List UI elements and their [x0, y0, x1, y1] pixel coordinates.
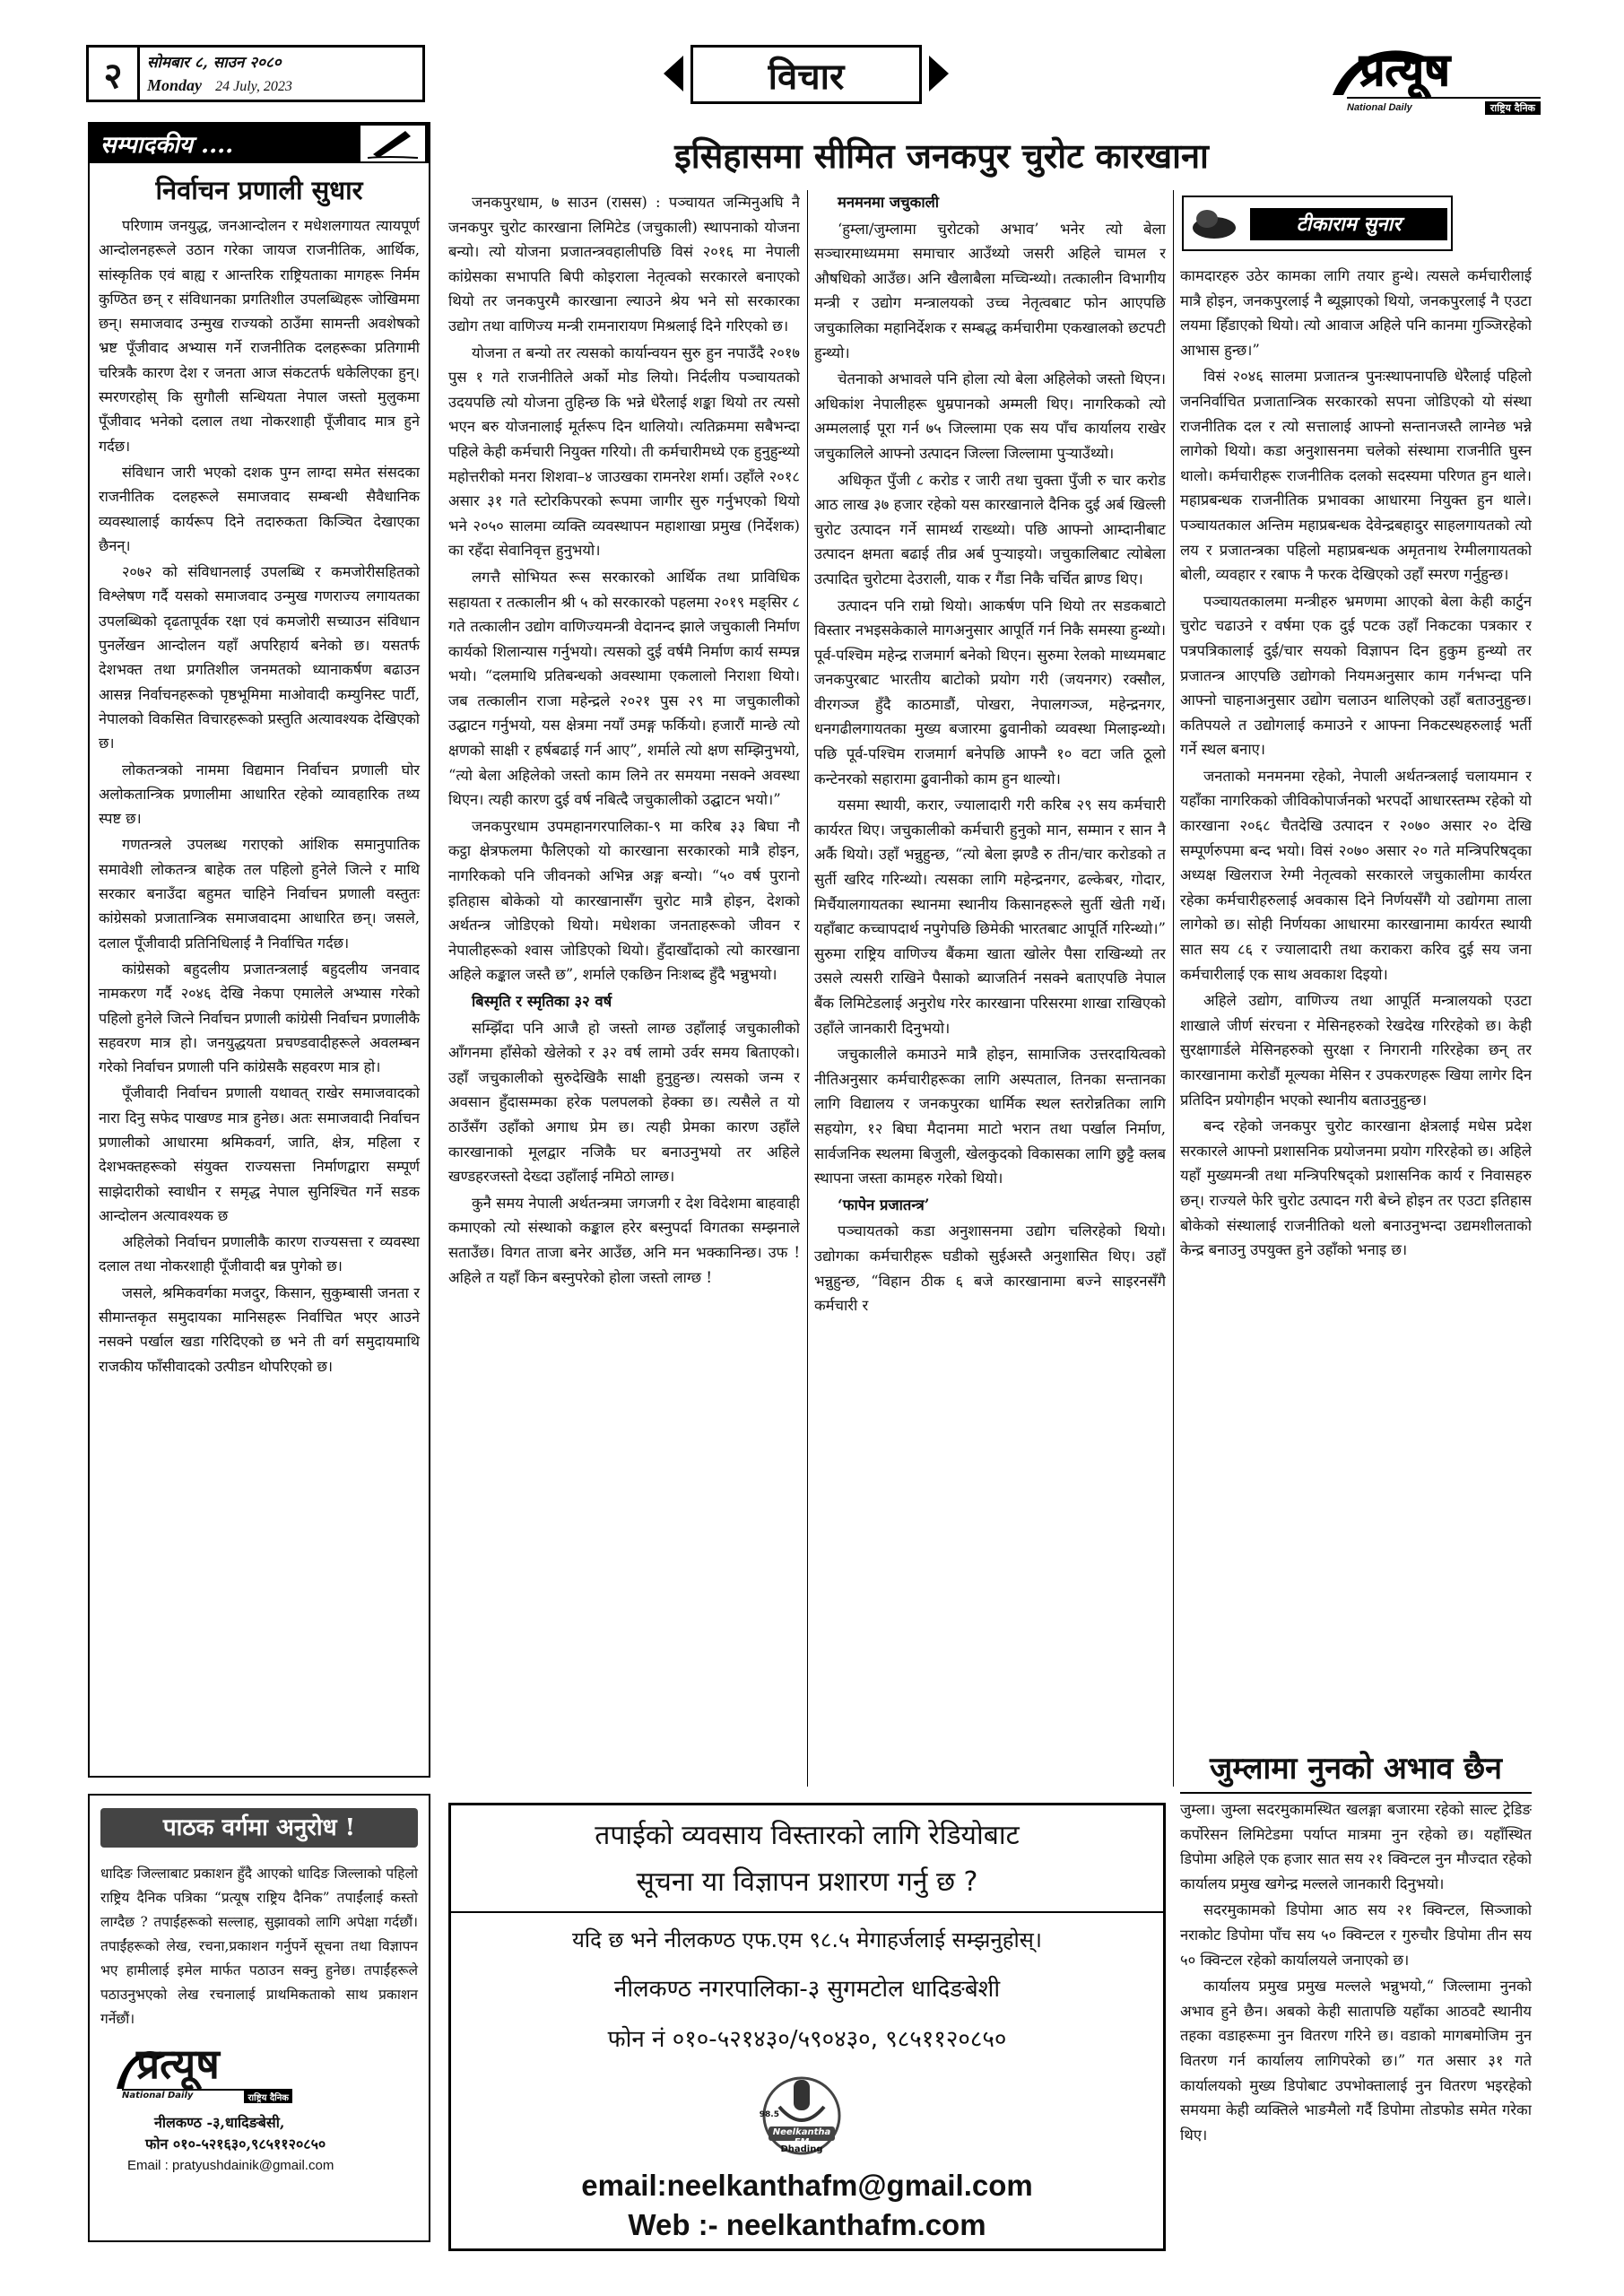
editorial-paragraph: अहिलेको निर्वाचन प्रणालीकै कारण राज्यसत्ता र व्यवस्था दलाल तथा नोकरशाही पूँजीवादी बन्न पुगेको छ। [99, 1233, 420, 1275]
date-english-day: Monday [147, 76, 203, 94]
reader-email[interactable]: Email : pratyushdainik@gmail.com [127, 2158, 334, 2173]
ad-line-4: नीलकण्ठ नगरपालिका-३ सुगमटोल धादिङबेशी [613, 1976, 1001, 2003]
date-nepali: सोमबार ८, साउन २०८० [147, 54, 282, 72]
section-prev-arrow[interactable] [664, 56, 683, 91]
editorial-paragraph: गणतन्त्रले उपलब्ध गराएको आंशिक समानुपातिक समावेशी लोकतन्त्र बाहेक तल पहिलो हुनेले जित्ने र माथि सरकार बनाउँदा बहुमत चाहिने निर्वाचन प्रणाली वस्तुतः कांग्रेसको प्रजातान्त्रिक समाजवादमा आधारित छन्। जसले, दलाल पूँजीवादी प्रतिनिधिलाई नै निर्वाचित गर्दछ। [99, 836, 420, 952]
editorial-paragraph: जसले, श्रमिकवर्गका मजदुर, किसान, सुकुम्बासी जनता र सीमान्तकृत समुदायका मानिसहरू निर्वाचित भएर आउने नसक्ने पर्खाल खडा गरिदिएको छ भने ती वर्ग समुदायमाथि राजकीय फाँसीवादको उत्पीडन थोपरिएको छ। [99, 1283, 420, 1375]
article-paragraph: जनताको मनमनमा रहेको, नेपाली अर्थतन्त्रलाई चलायमान र यहाँका नागरिकको जीविकोपार्जनको भरपर्दो आधारस्तम्भ रहेको यो कारखाना २०६८ चैतदेखि उत्पादन र २०७० असार २० देखि सम्पूर्णरुपमा बन्द भयो। विसं २०७० असार २० गते मन्त्रिपरिषद्का अध्यक्ष खिलराज रेग्मी नेतृत्वको सरकारले जचुकालीमा कार्यरत रहेका कर्मचारीहरुलाई अवकास दिने निर्णयसँगै यो उद्योगमा ताला लागेको छ। सोही निर्णयका आधारमा कारखानामा कार्यरत स्थायी सात सय ८६ र ज्यालादारी तथा कराकरा करिव दुई सय जना कर्मचारीलाई एक साथ अवकाश दिइयो। [1180, 767, 1532, 983]
editorial-label-bar [88, 122, 430, 163]
author-byline [1182, 196, 1453, 251]
salt-headline-rule [1180, 1792, 1532, 1794]
fm-logo-name: Neelkantha FM [772, 2127, 831, 2147]
article-paragraph: जनकपुरधाम, ७ साउन (रासस) : पञ्चायत जन्मिनुअघि नै जनकपुर चुरोट कारखाना लिमिटेड (जचुकाली) स्थापनाको योजना बन्यो। त्यो योजना प्रजातन्त्रवहालीपछि विसं २०१६ मा नेपाली कांग्रेसका सभापति बिपी कोइराला नेतृत्वको सरकारले बनाएको थियो तर जनकपुरमै कारखाना ल्याउने श्रेय भने सो सरकारका उद्योग तथा वाणिज्य मन्त्री रामनारायण मिश्रलाई दिने गरिएको छ। [448, 194, 800, 335]
fm-logo [743, 2071, 860, 2161]
article-column-3 [1180, 264, 1532, 1744]
reader-request-text: धादिङ जिल्लाबाट प्रकाशन हुँदै आएको धादिङ जिल्लाको पहिलो राष्ट्रिय दैनिक पत्रिका “प्रत्यूष राष्ट्रिय दैनिक” तपाईंलाई कस्तो लाग्दैछ ? तपाईंहरूको सल्लाह, सुझावको लागि अपेक्षा गर्दछौं। तपाईंहरूको लेख, रचना,प्रकाशन गर्नुपर्ने सूचना तथा विज्ञापन भए हामीलाई इमेल मार्फत पठाउन सक्नु हुनेछ। तपाईंहरूले पठाउनुभएको लेख रचनालाई प्राथमिकताको साथ प्रकाशन गर्नेछौं। [100, 1866, 418, 2027]
editorial-paragraph: परिणाम जनयुद्ध, जनआन्दोलन र मधेशलगायत त्यायपूर्ण आन्दोलनहरूले उठान गरेका जायज राजनीतिक, आर्थिक, सांस्कृतिक एवं बाह्य र आन्तरिक राष्ट्रियताका मागहरू निर्मम कुण्ठित छन् र संविधानका प्रगतिशील उपलब्धिहरू जोखिममा छन्। समाजवाद उन्मुख राज्यको ठाउँमा सामन्ती अवशेषको भ्रष्ट पूँजीवाद अभ्यास गर्ने राजनीतिक दलहरूका प्रतिगामी चरित्रकै कारण देश र जनता आज संकटतर्फ धकेलिएका हुन्। स्मरणरहोस् कि सुगौली सन्धियता नेपाल जस्तो मुलुकमा पूँजीवाद भनेको दलाल तथा नोकरशाही पूँजीवाद मात्र हुने गर्दछ। [99, 217, 420, 455]
article-subheading: ‘फापेन प्रजातन्त्र’ [838, 1196, 930, 1213]
article-paragraph: कामदारहरु उठेर कामका लागि तयार हुन्थे। त्यसले कर्मचारीलाई मात्रै होइन, जनकपुरलाई नै ब्यूझाएको थियो, जनकपुरलाई नै एउटा लयमा हिँडाएको थियो। त्यो आवाज अहिले पनि कानमा गुञ्जिरहेको आभास हुन्छ।” [1180, 267, 1532, 359]
article-paragraph: योजना त बन्यो तर त्यसको कार्यान्वयन सुरु हुन नपाउँदै २०१७ पुस १ गते राजनीतिले अर्को मोड लियो। निर्दलीय पञ्चायतको उदयपछि त्यो योजना तुहिन्छ कि भन्ने धेरैलाई शङ्का थियो तर त्यसो भएन बरु योजनालाई मूर्तरूप दिन थालियो। त्यतिक्रममा सबैभन्दा पहिले केही कर्मचारी नियुक्त गरियो। ती कर्मचारीमध्ये एक हुनुहुन्थ्यो महोत्तरीको मनरा शिशवा–४ जाउखका रामनरेश शर्मा। उहाँले २०१८ असार ३१ गते स्टोरकिपरको रूपमा जागीर सुरु गर्नुभएको थियो भने २०५० सालमा व्यक्ति व्यवस्थापन महाशाखा प्रमुख (निर्देशक) का रहँदा सेवानिवृत्त हुनुभयो। [448, 344, 800, 560]
article-paragraph: पञ्चायतकालमा मन्त्रीहरु भ्रमणमा आएको बेला केही कार्टुन चुरोट चढाउने र वर्षमा एक दुई पटक उहाँ निकटका पत्रकार र पत्रपत्रिकालाई दुई/चार सयको विज्ञापन दिन हुकुम हुन्थ्यो तर प्रजातन्त्र आएपछि उद्योगको नियमअनुसार काम गर्नभन्दा पनि आफ्नो चाहनाअनुसार उद्योग चलाउन थालिएको उहाँ बताउनुहुन्छ। कतिपयले त उद्योगलाई कमाउने र आफ्ना निकटस्थहरुलाई भर्ती गर्ने स्थल बनाए। [1180, 592, 1532, 759]
article-paragraph: लगत्तै सोभियत रूस सरकारको आर्थिक तथा प्राविधिक सहायता र तत्कालीन श्री ५ को सरकारको पहलमा २०१९ मङ्सिर ८ गते तत्कालीन उद्योग वाणिज्यमन्त्री वेदानन्द झाले जचुकाली निर्माण कार्यको शिलान्यास गर्नुभयो। त्यसको दुई वर्षमै निर्माण कार्य सम्पन्न भयो। “दलमाथि प्रतिबन्धको अवस्थामा एकलालो निराशा थियो। जब तत्कालीन राजा महेन्द्रले २०२१ पुस २९ मा जचुकालीको उद्घाटन गर्नुभयो, यस क्षेत्रमा नयाँ उमङ्ग फर्कियो। हजारौं मान्छे त्यो क्षणको साक्षी र हर्षबढाई गर्न आए”, शर्माले त्यो क्षण सम्झिनुभयो, “त्यो बेला अहिलेको जस्तो काम लिने तर समयमा नसक्ने अवस्था थिएन। त्यही कारण दुई वर्ष नबित्दै जचुकालीको उद्घाटन भयो।” [448, 568, 800, 809]
reader-address: नीलकण्ठ -३,धादिङबेसी, [154, 2114, 285, 2131]
article-subheading: बिस्मृति र स्मृतिका ३२ वर्ष [472, 993, 612, 1010]
masthead-sub-right: राष्ट्रिय दैनिक [1485, 101, 1541, 115]
fm-logo-place: Dhading [780, 2144, 823, 2154]
editorial-paragraph: संविधान जारी भएको दशक पुग्न लाग्दा समेत संसदका राजनीतिक दलहरूले समाजवाद सम्बन्धी सैवैधानिक व्यवस्थालाई कार्यरूप दिने तदारुकता किञ्चित देखाएका छैनन्। [99, 463, 420, 554]
editorial-paragraph: पूँजीवादी निर्वाचन प्रणाली यथावत् राखेर समाजवादको नारा दिनु सफेद पाखण्ड मात्र हुनेछ। अतः समाजवादी निर्वाचन प्रणालीको आधारमा श्रमिकवर्ग, जाति, क्षेत्र, महिला र देशभक्तहरूको संयुक्त राज्यसत्ता निर्माणद्वारा सम्पूर्ण साझेदारीको स्वाधीन र समृद्ध नेपाल सुनिश्चित गर्ने सडक आन्दोलन अत्यावश्यक छ [99, 1084, 420, 1224]
article-headline: इसिहासमा सीमित जनकपुर चुरोट कारखाना [674, 135, 1209, 176]
article-subheading: मनमनमा जचुकाली [838, 194, 940, 211]
author-photo [1187, 201, 1241, 246]
ad-web[interactable]: Web :- neelkanthafm.com [628, 2208, 986, 2241]
pen-icon [360, 126, 425, 161]
editorial-paragraph: कांग्रेसको बहुदलीय प्रजातन्त्रलाई बहुदलीय जनवाद नामकरण गर्दै २०४६ देखि नेकपा एमालेले अभ्यास गरेको पहिलो हुनेले जित्ने निर्वाचन प्रणाली कांग्रेसी निर्वाचन प्रणालीकै सहवरण मात्र हो। जनयुद्धयता प्रचण्डवादीहरूले अवलम्बन गरेको निर्वाचन प्रणाली पनि कांग्रेसकै सहवरण मात्र हो। [99, 960, 420, 1076]
article-paragraph: कुनै समय नेपाली अर्थतन्त्रमा जगजगी र देश विदेशमा बाहवाही कमाएको त्यो संस्थाको कङ्काल हरेर बस्नुपर्दा विगतका सम्झनाले सताउँछ। विगत ताजा बनेर आउँछ, अनि मन भक्कानिन्छ। उफ ! अहिले त यहाँ किन बस्नुपरेको होला जस्तो लाग्छ ! [448, 1194, 800, 1286]
article-paragraph: उत्पादन पनि राम्रो थियो। आकर्षण पनि थियो तर सडकबाटो विस्तार नभइसकेकाले मागअनुसार आपूर्ति गर्न निकै समस्या हुन्थ्यो। पूर्व-पश्चिम महेन्द्र राजमार्ग बनेको थिएन। सुरुमा रेलको माध्यमबाट जनकपुरबाट भारतीय बाटोको प्रयोग गरी (जयनगर) रक्सौल, वीरगञ्ज हुँदै काठमाडौं, पोखरा, नेपालगञ्ज, महेन्द्रनगर, धनगढीलगायतका मुख्य बजारमा ढुवानीको व्यवस्था मिलाइन्थ्यो। पछि पूर्व-पश्चिम राजमार्ग बनेपछि आफ्नै १० वटा जति ठूलो कन्टेनरको सहारामा ढुवानीको काम हुन थाल्यो। [814, 596, 1166, 787]
article-paragraph: विसं २०४६ सालमा प्रजातन्त्र पुनःस्थापनापछि धेरैलाई पहिलो जननिर्वाचित प्रजातान्त्रिक सरकारको सपना जोडिएको यो संस्था राजनीतिक दल र त्यो सत्तालाई आफ्नो सन्तानजस्तै लाग्नेछ भन्ने लागेको थियो। कडा अनुशासनमा चलेको संस्थामा राजनीति घुस्न थालो। कर्मचारीहरू राजनीतिक दलको सदस्यमा परिणत हुन थाले। महाप्रबन्धक राजनीतिक प्रभावका आधारमा नियुक्त हुन थाले। पञ्चायतकाल अन्तिम महाप्रबन्धक देवेन्द्रबहादुर साहलगायतको त्यो लय र प्रजातन्त्रका पहिलो महाप्रबन्धक अमृतनाथ रेग्मीलगायतको बोली, व्यवहार र रबाफ नै फरक देखिएको उहाँ स्मरण गर्नुहुन्छ। [1180, 368, 1532, 584]
reader-request-title: पाठक वर्गमा अनुरोध ! [100, 1808, 418, 1848]
editorial-label: सम्पादकीय .... [100, 132, 234, 159]
article-paragraph: अधिकृत पुँजी ८ करोड र जारी तथा चुक्ता पुँजी रु चार करोड आठ लाख ३७ हजार रहेको यस कारखानाले दैनिक दुई अर्ब खिल्ली चुरोट उत्पादन गर्ने सामर्थ्य राख्थ्यो। पछि आफ्नो आम्दानीबाट उत्पादन क्षमता बढाई तीव्र अर्ब पुऱ्याइयो। जचुकालिबाट त्योबेला उत्पादित चुरोटमा देउराली, याक र गैंडा निकै चर्चित ब्राण्ड थिए। [814, 471, 1166, 587]
article-paragraph: चेतनाको अभावले पनि होला त्यो बेला अहिलेको जस्तो थिएन। अधिकांश नेपालीहरू धुम्रपानको अम्मली थिए। नागरिकको त्यो अम्मललाई पूरा गर्न ७५ जिल्लामा एक सय पाँच कार्यालय राखेर जचुकालिले आफ्नो उत्पादन जिल्ला जिल्लामा पुऱ्याउँथ्यो। [814, 370, 1166, 462]
ad-line-1: तपाईको व्यवसाय विस्तारको लागि रेडियोबाट [595, 1820, 1020, 1851]
article-column-1 [448, 190, 800, 1796]
author-name: टीकाराम सुनार [1250, 208, 1447, 240]
ad-line-5: फोन नं ०१०-५२१४३०/५९०४३०, ९८५११२०८५० [607, 2026, 1007, 2053]
masthead-logo [1324, 41, 1544, 117]
editorial-title: निर्वाचन प्रणाली सुधार [155, 175, 363, 205]
editorial-box [88, 163, 430, 1778]
fm-logo-freq: 98.5 [759, 2110, 779, 2119]
ad-line-3: यदि छ भने नीलकण्ठ एफ.एम ९८.५ मेगाहर्जलाई सम्झनुहोस्। [572, 1927, 1042, 1952]
ad-email[interactable]: email:neelkanthafm@gmail.com [581, 2169, 1033, 2202]
radio-advertisement[interactable] [448, 1803, 1166, 2251]
article-paragraph: जचुकालीले कमाउने मात्रै होइन, सामाजिक उत्तरदायित्वको नीतिअनुसार कर्मचारीहरूका लागि अस्पताल, तिनका सन्तानका लागि विद्यालय र जनकपुरका धार्मिक स्थल स्तरोन्नतिका लागि सहयोग, १२ बिघा मैदानमा माटो भरान तथा पर्खाल निर्माण, सार्वजनिक स्थलमा बिजुली, खेलकुदको विकासका लागि छुट्टै क्लब स्थापना जस्ता कामहरु गरेको थियो। [814, 1046, 1166, 1187]
article-paragraph: यसमा स्थायी, करार, ज्यालादारी गरी करिब २९ सय कर्मचारी कार्यरत थिए। जचुकालीको कर्मचारी हुनुको मान, सम्मान र सान नै अर्कै थियो। उहाँ भन्नुहुन्छ, “त्यो बेला झण्डै रु तीन/चार करोडको त सुर्ती खरिद गरिन्थ्यो। त्यसका लागि महेन्द्रनगर, ढल्केबर, गोदार, मिर्चैयालगायतका स्थानमा स्थानीय किसानहरूले सुर्ती खेती गर्थे। यहाँबाट कच्चापदार्थ नपुगेपछि छिमेकी भारतबाट आपूर्ति गरिन्थ्यो।” सुरुमा राष्ट्रिय वाणिज्य बैंकमा खाता खोलेर पैसा राखिन्थ्यो तर उसले त्यसरी राखिने पैसाको ब्याजतिर्न नसक्ने बताएपछि नेपाल बैंक लिमिटेडलाई अनुरोध गरेर कारखाना परिसरमा शाखा राखिएको उहाँले जानकारी दिनुभयो। [814, 796, 1166, 1037]
salt-paragraph: जुम्ला। जुम्ला सदरमुकामस्थित खलङ्गा बजारमा रहेको साल्ट ट्रेडिङ कर्पोरेसन लिमिटेडमा पर्याप्त मात्रमा नुन रहेको छ। यहाँस्थित डिपोमा अहिले एक हजार सात सय २१ क्विन्टल नुन मौज्दात रहेको कार्यालय प्रमुख खगेन्द्र मल्लले जानकारी दिनुभयो। [1180, 1801, 1532, 1892]
article-paragraph: पञ्चायतको कडा अनुशासनमा उद्योग चलिरहेको थियो। उद्योगका कर्मचारीहरू घडीको सुईअस्तै अनुशासित थिए। उहाँ भन्नुहुन्छ, “विहान ठीक ६ बजे कारखानामा बज्ने साइरनसँगै कर्मचारी र [814, 1222, 1166, 1315]
ad-divider [451, 1911, 1163, 1913]
article-paragraph: जनकपुरधाम उपमहानगरपालिका-९ मा करिब ३३ बिघा नौ कट्ठा क्षेत्रफलमा फैलिएको यो कारखाना सरकारको मात्रै होइन, नागरिकको पनि जीवनको अभिन्न अङ्ग बन्यो। “५० वर्ष पुरानो इतिहास बोकेको यो कारखानासँग चुरोट मात्रै होइन, देशको अर्थतन्त्र जोडिएको थियो। मधेशका जनताहरूको जीवन र नेपालीहरूको श्वास जोडिएको थियो। हुँदाखाँदाको त्यो कारखाना अहिले कङ्काल जस्तै छ”, शर्माले एकछिन निःशब्द हुँदै भन्नुभयो। [448, 817, 800, 984]
article-paragraph: बन्द रहेको जनकपुर चुरोट कारखाना क्षेत्रलाई मधेस प्रदेश सरकारले आफ्नो प्रशासनिक प्रयोजनमा प्रयोग गरिरहेको छ। अहिले यहाँ मुख्यमन्त्री तथा मन्त्रिपरिषद्को प्रशासनिक कार्य र निवासहरु छन्। राज्यले फेरि चुरोट उत्पादन गरी बेच्ने होइन तर एउटा इतिहास बोकेको संस्थालाई राजनीतिको थलो बनाउनुभन्दा उद्यमशीलताको केन्द्र बनाउनु उपयुक्त हुने उहाँको भनाइ छ। [1180, 1118, 1532, 1259]
salt-article-body [1180, 1797, 1532, 2264]
date-box [140, 45, 425, 102]
section-title-box [690, 45, 922, 104]
article-column-2 [814, 190, 1166, 1796]
reader-logo-sub-right: राष्ट्रिय दैनिक [244, 2091, 292, 2103]
column-divider [1173, 190, 1174, 1787]
reader-logo-brand: प्रत्यूष [136, 2039, 220, 2088]
reader-logo-sub-left: National Daily [122, 2091, 194, 2100]
section-title: विचार [768, 55, 845, 98]
reader-request-box [88, 1794, 430, 2242]
salt-paragraph: सदरमुकामको डिपोमा आठ सय २१ क्विन्टल, सिञ्जाको नराकोट डिपोमा पाँच सय ५० क्विन्टल र गुरुचौर डिपोमा तीन सय ५० क्विन्टल रहेको कार्यालयले जनाएको छ। [1180, 1901, 1532, 1969]
article-paragraph: सम्झिँदा पनि आजै हो जस्तो लाग्छ उहाँलाई जचुकालीको आँगनमा हाँसेको खेलेको र ३२ वर्ष लामो उर्वर समय बिताएको। उहाँ जचुकालीको सुरुदेखिकै साक्षी हुनुहुन्छ। त्यसको जन्म र अवसान हुँदासम्मका हरेक पलपलको हेक्का छ। त्यसैले त यो ठाउँसँग उहाँको अगाध प्रेम छ। त्यही प्रेमका कारण उहाँले कारखानाको मूलद्वार नजिकै घर बनाउनुभयो तर अहिले खण्डहरजस्तो देख्दा उहाँलाई नमिठो लाग्छ। [448, 1019, 800, 1186]
article-paragraph: ‘हुम्ला/जुम्लामा चुरोटको अभाव’ भनेर त्यो बेला सञ्चारमाध्यममा समाचार आउँथ्यो जसरी अहिले चामल र औषधिको आउँछ। अनि खैलाबैला मच्चिन्थ्यो। तत्कालीन विभागीय मन्त्री र उद्योग मन्त्रालयको उच्च नेतृत्वबाट फोन आएपछि जचुकालिका महानिर्देशक र सम्बद्ध कर्मचारीमा एकखालको छटपटी हुन्थ्यो। [814, 220, 1166, 361]
reader-phone: फोन ०१०-५२१६३०,९८५११२०८५० [145, 2135, 326, 2152]
reader-logo [100, 2039, 418, 2101]
editorial-paragraph: २०७२ को संविधानलाई उपलब्धि र कमजोरीसहितको विश्लेषण गर्दै यसको समाजवाद उन्मुख गणराज्य लगायतका उपलब्धिको दृढतापूर्वक रक्षा एवं कमजोरी सच्याउन संविधान पुनर्लेखन आन्दोलन यहाँ अपरिहार्य बनेको छ। यसतर्फ देशभक्त तथा प्रगतिशील जनमतको ध्यानाकर्षण बढाउन आसन्न निर्वाचनहरूको पृष्ठभूमिमा माओवादी कम्युनिस्ट पार्टी, नेपालको विकसित विचारहरूको प्रस्तुति अत्यावश्यक देखिएको छ। [99, 563, 420, 752]
page-number: २ [103, 54, 123, 97]
salt-paragraph: कार्यालय प्रमुख प्रमुख मल्लले भन्नुभयो,“ जिल्लामा नुनको अभाव हुने छैन। अबको केही सातापछि यहाँका आठवटै स्थानीय तहका वडाहरूमा नुन वितरण गरिने छ। वडाको मागबमोजिम नुन वितरण गर्न कार्यालय लागिपरेको छ।” गत असार ३१ गते कार्यालयको मुख्य डिपोबाट उपभोक्तालाई नुन वितरण भइरहेको समयमा केही व्यक्तिले भाङमैलो गर्दै डिपोमा तोडफोड समेत गरेका थिए। [1180, 1978, 1532, 2144]
date-english: 24 July, 2023 [215, 79, 292, 94]
section-next-arrow[interactable] [929, 56, 949, 91]
ad-line-2: सूचना या विज्ञापन प्रशारण गर्नु छ ? [636, 1866, 978, 1898]
masthead-sub-left: National Daily [1347, 102, 1412, 113]
masthead-brand: प्रत्यूष [1359, 43, 1450, 96]
salt-article-headline: जुम्लामा नुनको अभाव छैन [1210, 1751, 1502, 1787]
article-paragraph: अहिले उद्योग, वाणिज्य तथा आपूर्ति मन्त्रालयको एउटा शाखाले जीर्ण संरचना र मेसिनहरुको रेखदेख गरिरहेको छ। केही सुरक्षागार्डले मेसिनहरुको सुरक्षा र निगरानी गरिरहेका छन् तर कारखानामा करोडौं मूल्यका मेसिन र उपकरणहरू खिया लागेर दिन प्रतिदिन प्रयोगहीन भएको स्थानीय बताउनुहुन्छ। [1180, 992, 1532, 1109]
editorial-paragraph: लोकतन्त्रको नाममा विद्यमान निर्वाचन प्रणाली घोर अलोकतान्त्रिक प्रणालीमा आधारित रहेको व्यावहारिक तथ्य स्पष्ट छ। [99, 761, 420, 828]
column-divider [807, 190, 808, 1787]
page-number-box [86, 45, 140, 102]
